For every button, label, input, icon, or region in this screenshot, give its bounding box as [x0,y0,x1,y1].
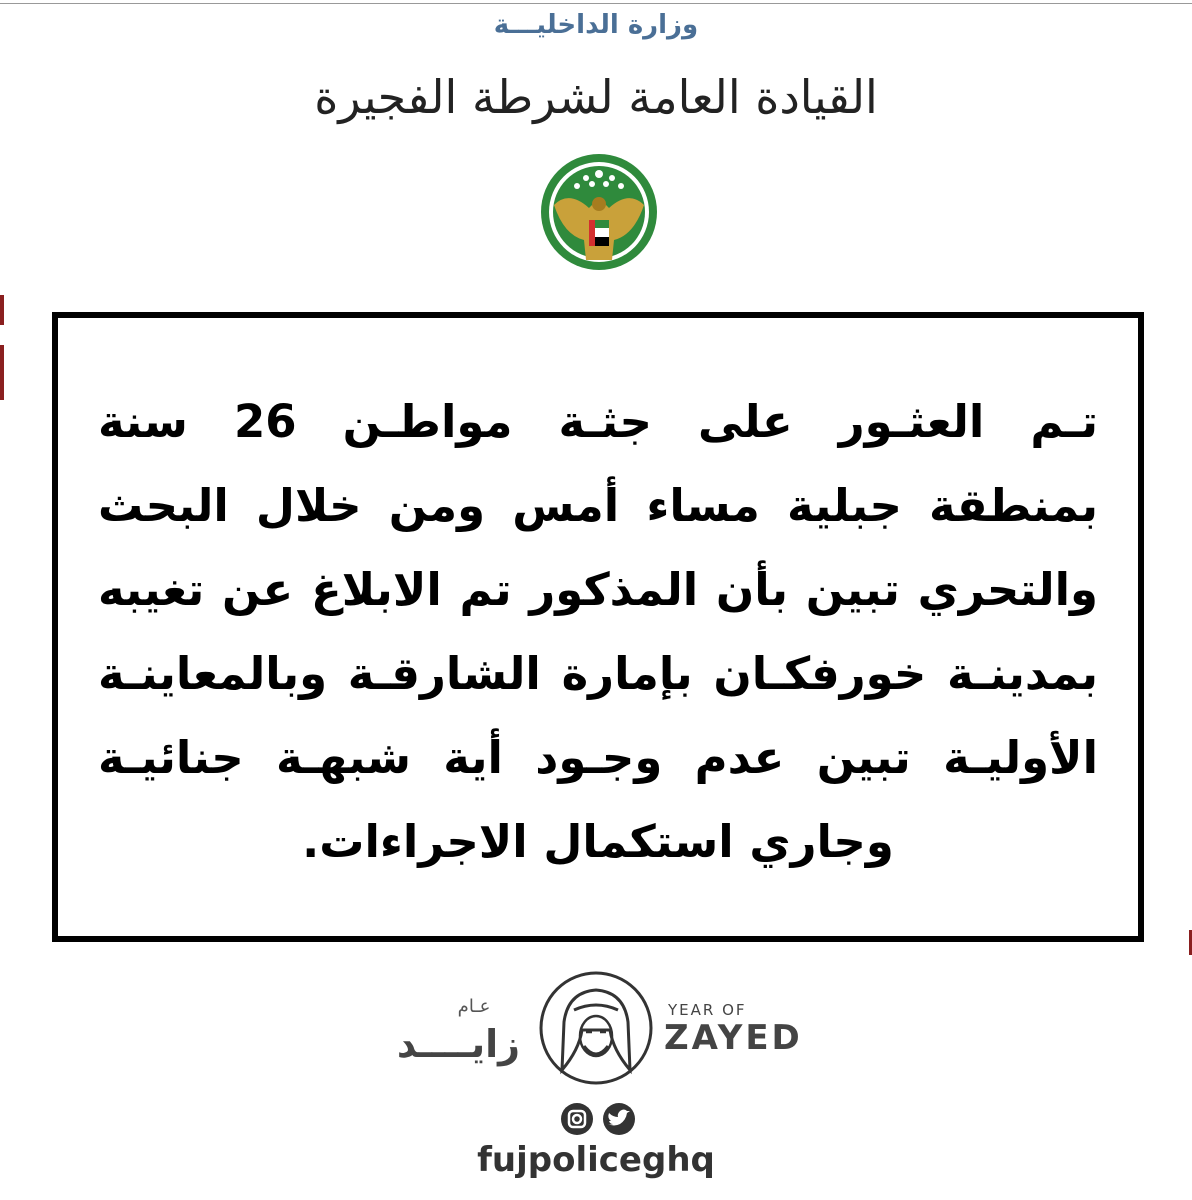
top-divider [0,3,1192,4]
left-edge-mark [0,345,4,400]
zayed-english-name: ZAYED [664,1018,803,1058]
police-emblem-icon [534,150,664,280]
notice-frame [52,312,1144,942]
left-edge-mark [0,295,4,325]
zayed-portrait-icon [538,970,654,1086]
instagram-icon[interactable] [561,1103,593,1135]
twitter-icon[interactable] [603,1103,635,1135]
social-icons [560,1102,636,1136]
ministry-title: وزارة الداخليـــة [493,10,699,40]
notice-text: تـم العثـور على جثـة مواطـن 26 سنة بمنطقة جبلية مساء أمس ومن خلال البحث والتحري تبين بأن المذكور تم الابلاغ عن تغيبه بمدينـة خورفكـان بإمارة الشارقـة وبالمعاينـة الأوليـة تبين عدم وجـود أية شبهـة جنائيـة وجاري استكمال الاجراءات. [98,395,1098,868]
hq-title: القيادة العامة لشرطة الفجيرة [314,70,878,124]
year-arabic-label: عـام [457,996,491,1017]
zayed-arabic-name: زايــــد [396,1022,520,1066]
social-handle[interactable]: fujpoliceghq [477,1140,715,1180]
year-english-label: YEAR OF [668,1001,747,1019]
